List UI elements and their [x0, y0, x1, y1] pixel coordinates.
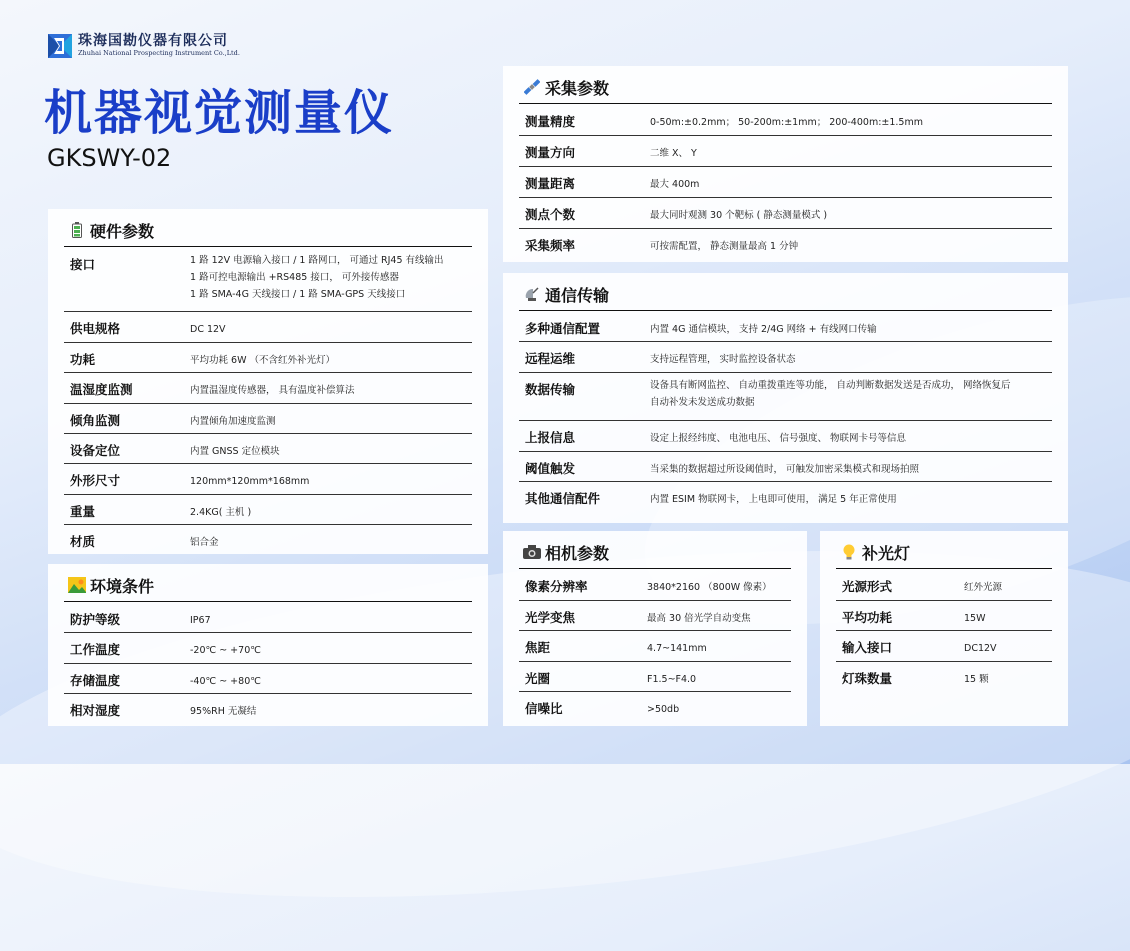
spec-value — [650, 342, 796, 372]
spec-value-line: 内置倾角加速度监测 — [190, 416, 276, 427]
spec-value — [190, 664, 261, 693]
hardware-panel — [48, 209, 488, 554]
spec-value-line: 当采集的数据超过所设阈值时， 可触发加密采集模式和现场拍照 — [650, 464, 920, 475]
spec-value — [190, 525, 219, 555]
spec-value — [650, 229, 798, 259]
table-row — [64, 434, 472, 464]
title-rule — [519, 103, 1052, 104]
spec-value — [647, 601, 751, 630]
panel-title: 补光灯 — [840, 540, 910, 564]
spec-table — [519, 105, 1052, 259]
spec-value — [190, 343, 335, 372]
table-row — [836, 662, 1052, 692]
spec-label: 倾角监测 — [70, 413, 121, 428]
company-name: 珠海国勘仪器有限公司 — [78, 33, 228, 49]
panel-title: 硬件参数 — [68, 218, 154, 242]
spec-value-line: 95%RH 无凝结 — [190, 706, 257, 717]
table-row — [519, 570, 791, 601]
table-row — [64, 664, 472, 694]
spec-value-line: 支持远程管理， 实时监控设备状态 — [650, 354, 796, 365]
spec-label: 灯珠数量 — [842, 671, 893, 686]
spec-table — [64, 603, 472, 725]
spec-label: 测点个数 — [525, 207, 576, 222]
table-row — [519, 373, 1052, 421]
spec-value-line: -40℃ ~ +80℃ — [190, 676, 261, 687]
spec-value — [650, 198, 827, 228]
spec-value-line: 自动补发未发送成功数据 — [650, 397, 755, 408]
spec-value-line: 2.4KG( 主机 ) — [190, 507, 252, 518]
spec-value — [650, 373, 1011, 420]
page-title: 机器视觉测量仪 — [44, 85, 395, 141]
spec-value-line: >50db — [647, 704, 680, 715]
spec-value-line: 120mm*120mm*168mm — [190, 476, 310, 487]
acquisition-panel — [503, 66, 1068, 262]
spec-value — [190, 694, 256, 725]
battery-icon — [68, 221, 86, 239]
spec-value-line: 1 路 12V 电源输入接口 / 1 路网口， 可通过 RJ45 有线输出 — [190, 255, 444, 266]
table-row — [519, 662, 791, 692]
title-rule — [64, 601, 472, 602]
spec-label: 像素分辨率 — [525, 579, 588, 594]
spec-label: 光圈 — [525, 671, 551, 686]
satellite-icon — [523, 78, 541, 96]
spec-label: 相对湿度 — [70, 703, 121, 718]
table-row — [519, 342, 1052, 373]
spec-value — [190, 464, 309, 494]
logo-mark-icon — [48, 34, 72, 58]
table-row — [519, 105, 1052, 136]
table-row — [64, 373, 472, 404]
spec-label: 材质 — [70, 534, 96, 549]
spec-label: 外形尺寸 — [70, 473, 121, 488]
spec-label: 设备定位 — [70, 443, 121, 458]
spec-value — [190, 373, 355, 403]
spec-label: 存储温度 — [70, 673, 121, 688]
table-row — [64, 603, 472, 633]
panel-title: 采集参数 — [523, 75, 609, 99]
light-bulb-icon — [840, 543, 858, 561]
spec-value — [190, 495, 251, 524]
table-row — [836, 631, 1052, 662]
table-row — [64, 312, 472, 343]
spec-label: 功耗 — [70, 352, 96, 367]
spec-value-line: 15W — [964, 613, 986, 624]
title-rule — [64, 246, 472, 247]
spec-value — [190, 312, 226, 342]
environment-panel — [48, 564, 488, 726]
antenna-icon — [523, 285, 541, 303]
spec-value-line: 最大 400m — [650, 179, 700, 190]
spec-value-line: 最大同时观测 30 个靶标 ( 静态测量模式 ) — [650, 210, 828, 221]
spec-value-line: 红外光源 — [964, 582, 1003, 593]
spec-value-line: 0-50m:±0.2mm； 50-200m:±1mm； 200-400m:±1.5mm — [650, 117, 923, 128]
spec-label: 焦距 — [525, 640, 551, 655]
spec-value-line: F1.5~F4.0 — [647, 674, 697, 685]
spec-label: 光学变焦 — [525, 610, 576, 625]
camera-icon — [523, 543, 541, 561]
spec-value — [190, 434, 280, 463]
spec-label: 采集频率 — [525, 238, 576, 253]
spec-value-line: 15 颗 — [964, 674, 989, 685]
spec-value-line: 内置 ESIM 物联网卡， 上电即可使用， 满足 5 年正常使用 — [650, 494, 897, 505]
spec-value — [650, 452, 919, 481]
spec-value-line: 铝合金 — [190, 537, 219, 548]
communication-panel — [503, 273, 1068, 523]
spec-label: 平均功耗 — [842, 610, 893, 625]
spec-label: 温湿度监测 — [70, 382, 133, 397]
panel-title: 相机参数 — [523, 540, 609, 564]
spec-value-line: DC 12V — [190, 324, 226, 335]
spec-label: 防护等级 — [70, 612, 121, 627]
spec-value-line: 内置 GNSS 定位模块 — [190, 446, 280, 457]
table-row — [519, 601, 791, 631]
spec-value — [650, 136, 697, 166]
spec-value-line: 设定上报经纬度、 电池电压、 信号强度、 物联网卡号等信息 — [650, 433, 907, 444]
table-row — [64, 633, 472, 664]
spec-label: 光源形式 — [842, 579, 893, 594]
spec-value — [190, 248, 444, 311]
spec-value — [964, 662, 989, 692]
table-row — [64, 464, 472, 495]
spec-label: 供电规格 — [70, 321, 121, 336]
spec-value-line: 内置温湿度传感器， 具有温度补偿算法 — [190, 385, 355, 396]
spec-value-line: IP67 — [190, 615, 211, 626]
spec-label: 远程运维 — [525, 351, 576, 366]
spec-value-line: DC12V — [964, 643, 997, 654]
spec-value — [650, 421, 906, 451]
spec-label: 数据传输 — [525, 382, 576, 397]
spec-label: 测量精度 — [525, 114, 576, 129]
table-row — [64, 495, 472, 525]
panel-title: 通信传输 — [523, 282, 609, 306]
title-rule — [519, 568, 791, 569]
spec-table — [64, 248, 472, 555]
spec-value — [650, 105, 923, 135]
spec-value — [964, 570, 1002, 600]
spec-label: 重量 — [70, 504, 96, 519]
table-row — [836, 601, 1052, 631]
fill-light-panel — [820, 531, 1068, 726]
table-row — [519, 631, 791, 662]
spec-label: 上报信息 — [525, 430, 576, 445]
table-row — [519, 229, 1052, 259]
table-row — [519, 421, 1052, 452]
spec-table — [519, 570, 791, 723]
table-row — [836, 570, 1052, 601]
spec-value-line: 1 路 SMA-4G 天线接口 / 1 路 SMA-GPS 天线接口 — [190, 289, 406, 300]
spec-value — [190, 404, 276, 433]
table-row — [519, 482, 1052, 512]
spec-value-line: 4.7~141mm — [647, 643, 707, 654]
spec-value-line: 设备具有断网监控、 自动重拨重连等功能， 自动判断数据发送是否成功， 网络恢复后 — [650, 380, 1011, 391]
spec-label: 工作温度 — [70, 642, 121, 657]
spec-label: 信噪比 — [525, 701, 563, 716]
landscape-icon — [68, 576, 86, 594]
spec-label: 多种通信配置 — [525, 321, 601, 336]
spec-value — [190, 603, 211, 632]
spec-value — [650, 312, 877, 341]
spec-value — [647, 662, 696, 691]
table-row — [519, 452, 1052, 482]
spec-value — [650, 167, 699, 197]
table-row — [64, 404, 472, 434]
spec-value-line: 3840*2160 （800W 像素） — [647, 582, 772, 593]
spec-value — [650, 482, 897, 512]
spec-value — [647, 570, 772, 600]
spec-value — [964, 631, 997, 661]
spec-value — [647, 692, 679, 723]
title-rule — [519, 310, 1052, 311]
company-name-en: Zhuhai National Prospecting Instrument Co.,Ltd. — [78, 49, 240, 57]
company-logo — [48, 33, 240, 58]
spec-value — [647, 631, 707, 661]
spec-label: 接口 — [70, 257, 96, 272]
spec-label: 测量方向 — [525, 145, 576, 160]
spec-value-line: 平均功耗 6W （不含红外补光灯） — [190, 355, 335, 366]
table-row — [519, 198, 1052, 229]
table-row — [64, 525, 472, 555]
table-row — [64, 694, 472, 725]
spec-value-line: 可按需配置， 静态测量最高 1 分钟 — [650, 241, 799, 252]
spec-table — [519, 312, 1052, 512]
model-number: GKSWY-02 — [47, 144, 172, 172]
spec-value-line: 1 路可控电源输出 +RS485 接口， 可外接传感器 — [190, 272, 399, 283]
spec-value-line: 最高 30 倍光学自动变焦 — [647, 613, 751, 624]
spec-value — [190, 633, 261, 663]
title-rule — [836, 568, 1052, 569]
spec-label: 其他通信配件 — [525, 491, 601, 506]
panel-title: 环境条件 — [68, 573, 154, 597]
spec-value-line: -20℃ ~ +70℃ — [190, 645, 261, 656]
camera-panel — [503, 531, 807, 726]
table-row — [519, 312, 1052, 342]
spec-label: 输入接口 — [842, 640, 893, 655]
table-row — [519, 167, 1052, 198]
spec-label: 测量距离 — [525, 176, 576, 191]
table-row — [519, 692, 791, 723]
table-row — [64, 248, 472, 312]
table-row — [519, 136, 1052, 167]
spec-table — [836, 570, 1052, 692]
spec-value — [964, 601, 985, 630]
spec-label: 阈值触发 — [525, 461, 576, 476]
spec-value-line: 二维 X、 Y — [650, 148, 697, 159]
table-row — [64, 343, 472, 373]
spec-value-line: 内置 4G 通信模块， 支持 2/4G 网络 + 有线网口传输 — [650, 324, 877, 335]
